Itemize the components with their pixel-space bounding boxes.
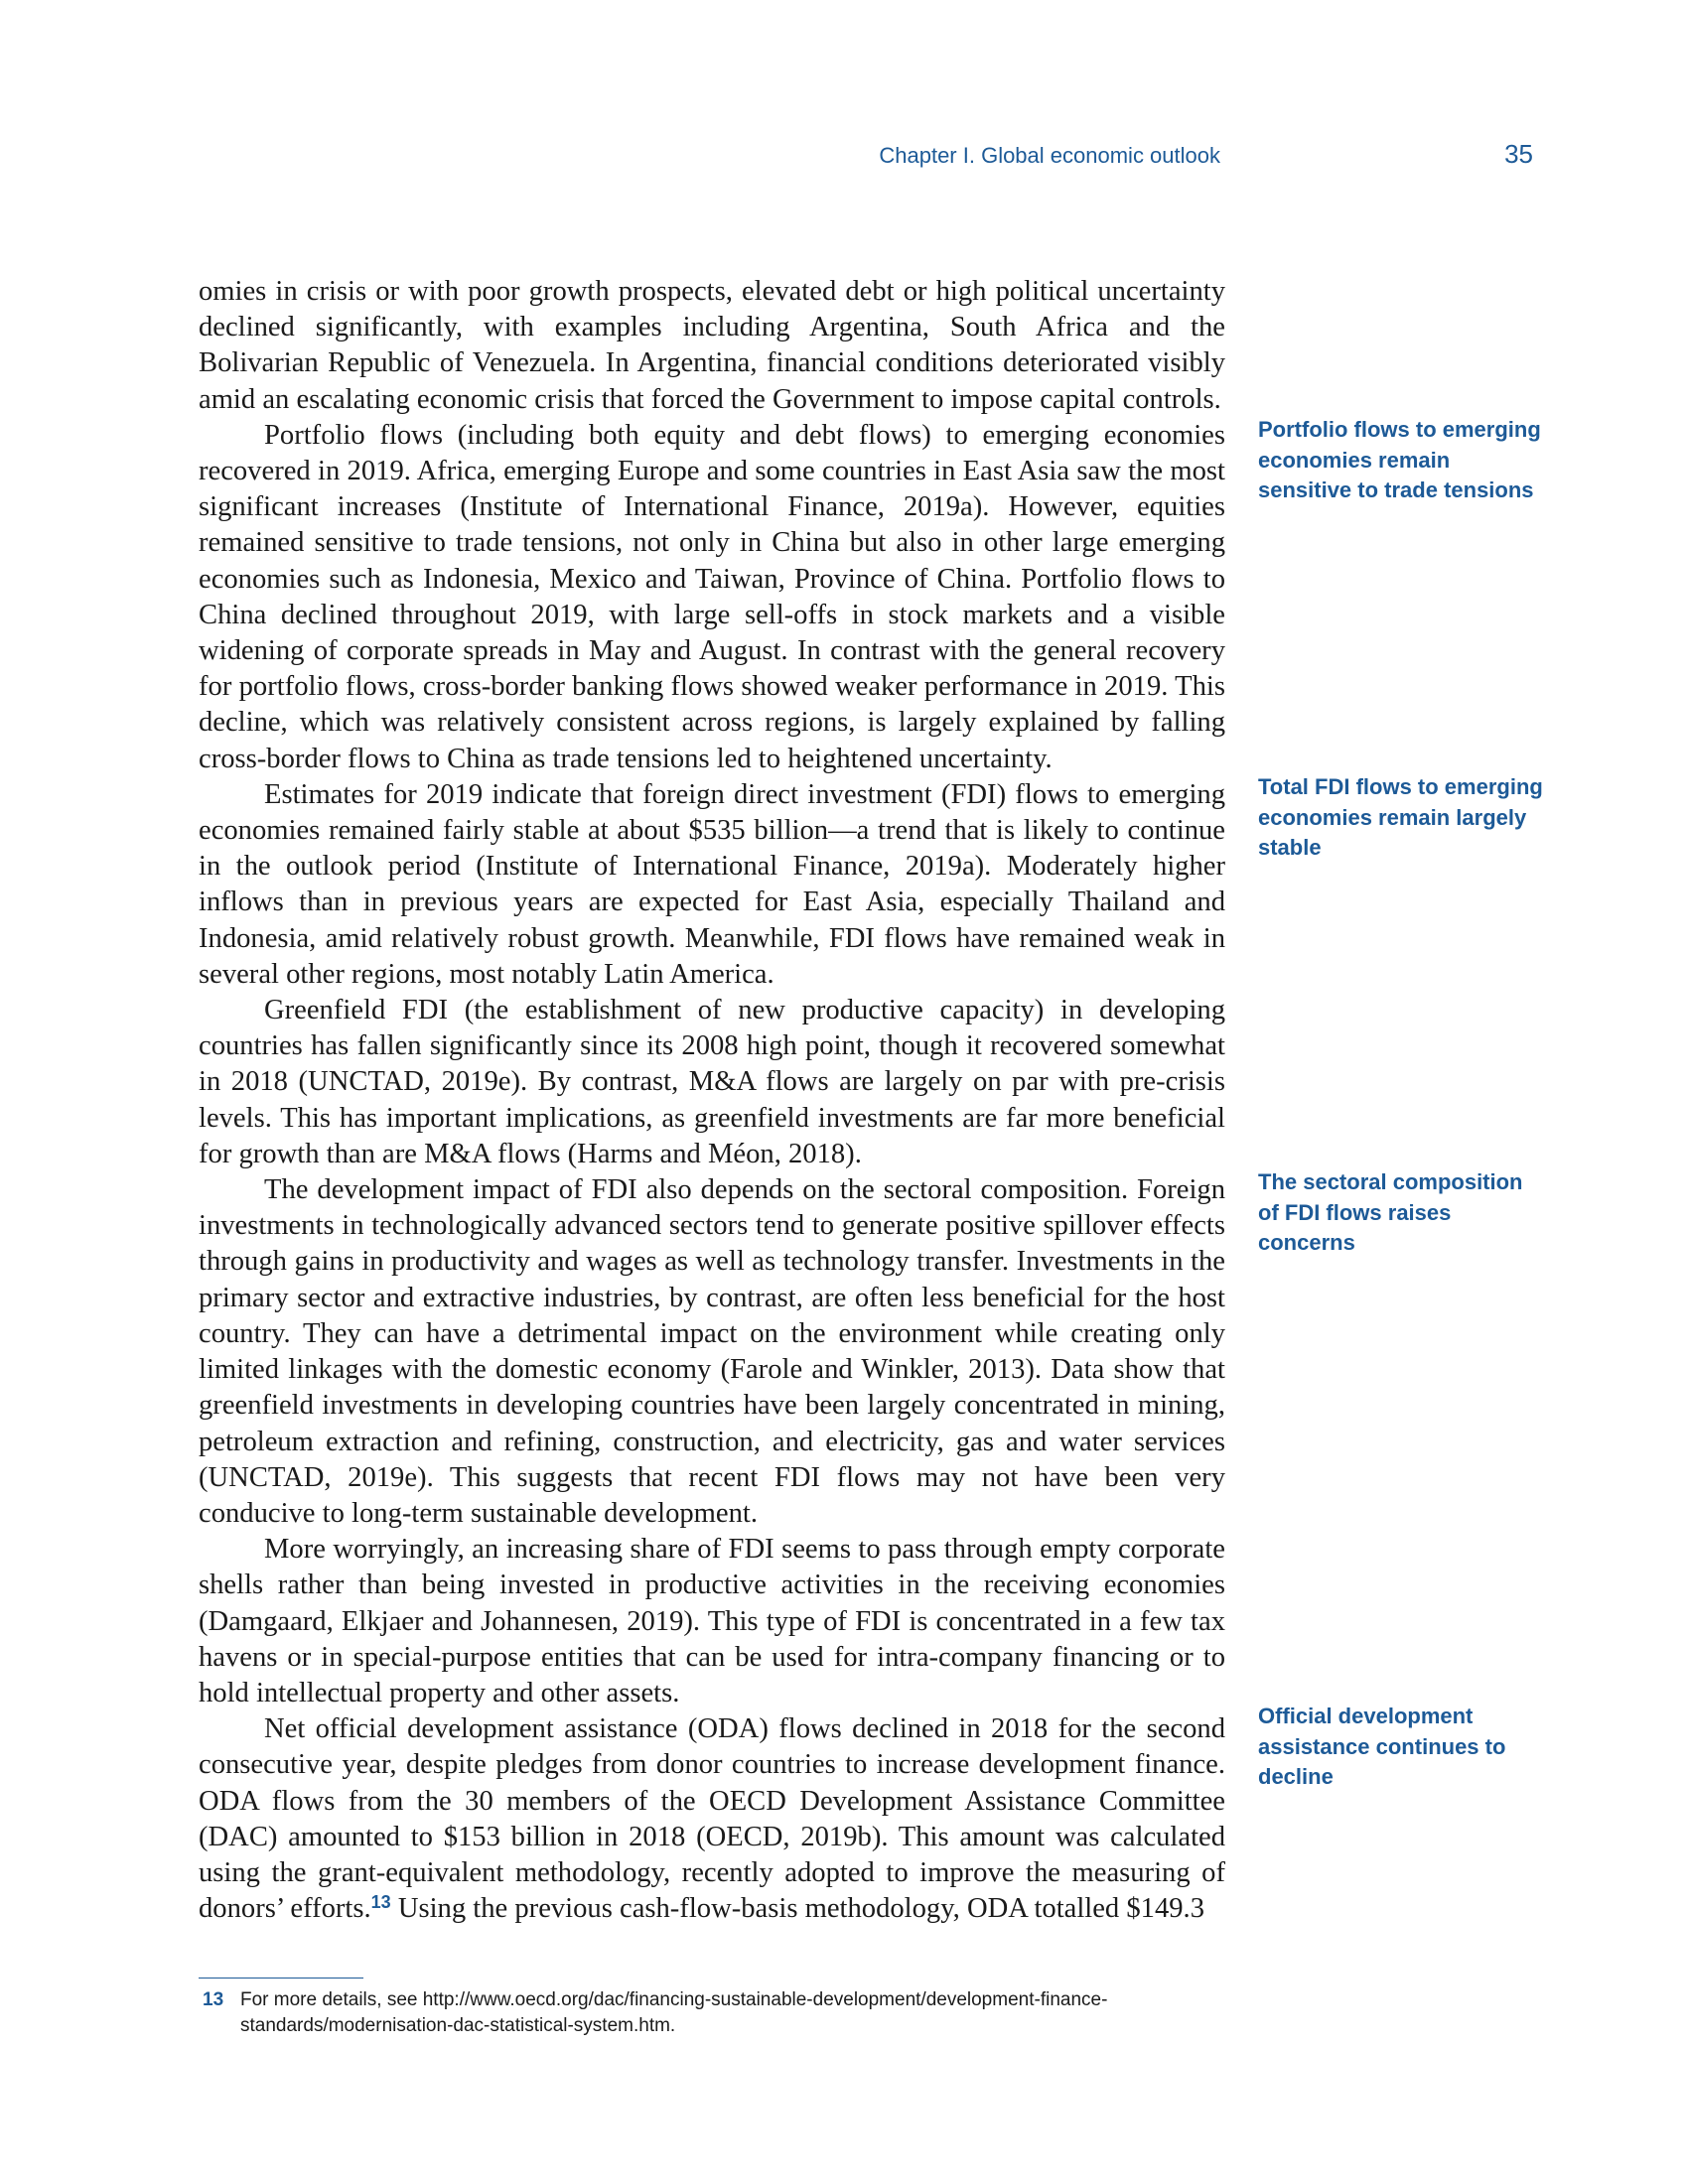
chapter-title: Chapter I. Global economic outlook	[879, 143, 1220, 168]
paragraph: Greenfield FDI (the establishment of new productive capacity) in developing countries has fallen significantly since its 2008 high point, though it recovered somewhat in 2018 (UNCTAD, 2019e). By contrast, M&A flows are largely on par with pre-crisis levels. This has important implications, as greenfield investments are far more beneficial for growth than are M&A flows (Harms and Méon, 2018).	[199, 995, 1225, 1169]
footnote-reference[interactable]: 13	[370, 1892, 391, 1913]
margin-note-portfolio-flows: Portfolio flows to emerging economies remain sensitive to trade tensions	[1258, 417, 1541, 502]
footnote	[199, 1987, 1231, 2039]
footnote-text: For more details, see http://www.oecd.org/dac/financing-sustainable-development/development-finance-standards/modernisation-dac-statistical-system.htm.	[240, 1989, 1108, 2036]
paragraph: The development impact of FDI also depends on the sectoral composition. Foreign investments in technologically advanced sectors tend to generate positive spillover effects through gains in productivity and wages as well as technology transfer. Investments in the primary sector and extractive industries, by contrast, are often less beneficial for the host country. They can have a detrimental impact on the environment while creating only limited linkages with the domestic economy (Farole and Winkler, 2013). Data show that greenfield investments in developing countries have been largely concentrated in mining, petroleum extraction and refining, construction, and electricity, gas and water services (UNCTAD, 2019e). This suggests that recent FDI flows may not have been very conducive to long-term sustainable development.	[199, 1174, 1225, 1529]
footnote-number: 13	[203, 1989, 224, 2010]
paragraph-text: Net official development assistance (ODA) flows declined in 2018 for the second consecutive year, despite pledges from donor countries to increase development finance. ODA flows from the 30 members of the OECD Development Assistance Committee (DAC) amounted to $153 billion in 2018 (OECD, 2019b). This amount was calculated using the grant-equivalent methodology, recently adopted to improve the measuring of donors’ efforts.	[199, 1713, 1225, 1925]
paragraph: Portfolio flows (including both equity and debt flows) to emerging economies recovered in 2019. Africa, emerging Europe and some countries in East Asia saw the most significant increases (Institute of International Finance, 2019a). However, equities remained sensitive to trade tensions, not only in China but also in other large emerging economies such as Indonesia, Mexico and Taiwan, Province of China. Portfolio flows to China declined throughout 2019, with large sell-offs in stock markets and a visible widening of corporate spreads in May and August. In contrast with the general recovery for portfolio flows, cross-border banking flows showed weaker performance in 2019. This decline, which was relatively consistent across regions, is largely explained by falling cross-border flows to China as trade tensions led to heightened uncertainty.	[199, 419, 1225, 774]
paragraph: More worryingly, an increasing share of FDI seems to pass through empty corporate shells rather than being invested in productive activities in the receiving economies (Damgaard, Elkjaer and Johannesen, 2019). This type of FDI is concentrated in a few tax havens or in special-purpose entities that can be used for intra-company financing or to hold intellectual property and other assets.	[199, 1534, 1225, 1708]
margin-note-oda-decline: Official development assistance continues to decline	[1258, 1704, 1506, 1789]
page-number: 35	[1504, 139, 1533, 169]
paragraph-text: Using the previous cash-flow-basis methodology, ODA totalled $149.3	[390, 1893, 1204, 1925]
paragraph: omies in crisis or with poor growth prospects, elevated debt or high political uncertainty declined significantly, with examples including Argentina, South Africa and the Bolivarian Republic of Venezuela. In Argentina, financial conditions deteriorated visibly amid an escalating economic crisis that forced the Government to impose capital controls.	[199, 276, 1225, 415]
margin-note-sectoral-composition: The sectoral composition of FDI flows raises concerns	[1258, 1169, 1523, 1255]
paragraph-oda	[199, 1711, 1225, 1927]
paragraph: Estimates for 2019 indicate that foreign direct investment (FDI) flows to emerging economies remained fairly stable at about $535 billion—a trend that is likely to continue in the outlook period (Institute of International Finance, 2019a). Moderately higher inflows than in previous years are expected for East Asia, especially Thailand and Indonesia, amid relatively robust growth. Meanwhile, FDI flows have remained weak in several other regions, most notably Latin America.	[199, 778, 1225, 990]
body-text	[199, 274, 1225, 1927]
running-header	[0, 139, 1688, 175]
margin-note-fdi-stable: Total FDI flows to emerging economies remain largely stable	[1258, 774, 1543, 860]
footnote-divider	[199, 1978, 363, 1979]
